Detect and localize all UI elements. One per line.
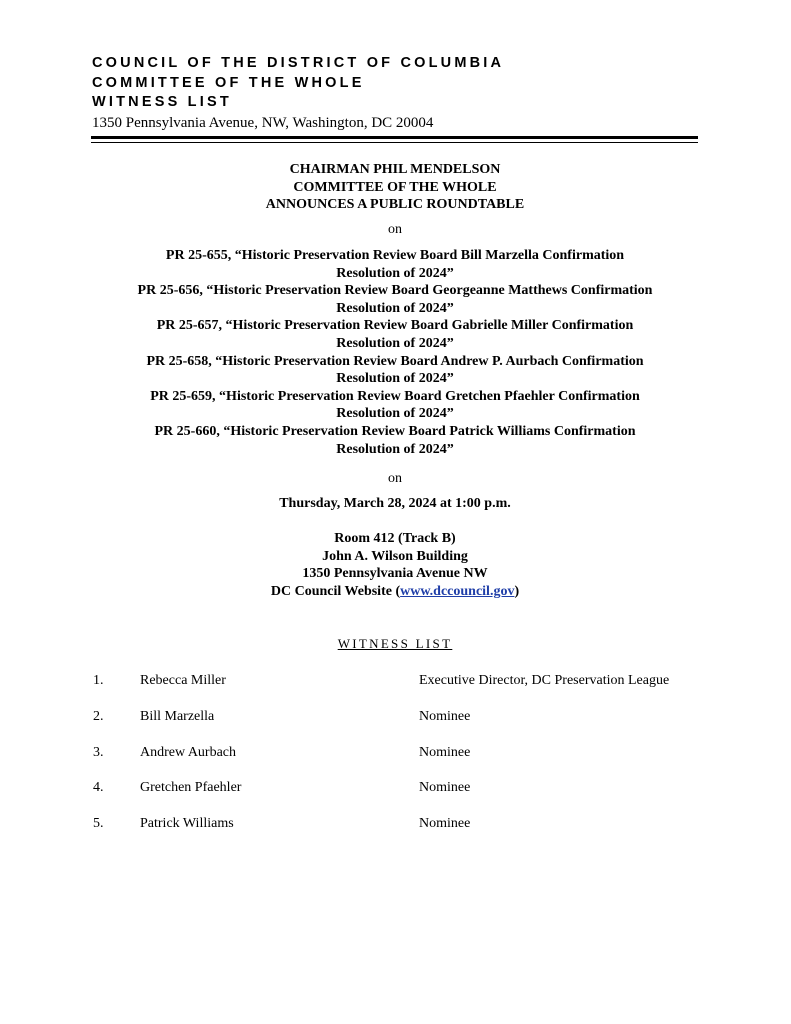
witness-name: Rebecca Miller	[140, 673, 226, 688]
hearing-datetime: Thursday, March 28, 2024 at 1:00 p.m.	[279, 496, 511, 511]
council-name: COUNCIL OF THE DISTRICT OF COLUMBIA	[92, 55, 505, 71]
witness-name: Bill Marzella	[140, 709, 215, 724]
witness-number: 2.	[93, 709, 104, 724]
resolution-item	[95, 317, 695, 352]
resolution-subtitle: Resolution of 2024”	[336, 406, 454, 422]
header-rule-thick	[91, 136, 698, 139]
committee-name: COMMITTEE OF THE WHOLE	[92, 74, 365, 91]
on-label: on	[388, 222, 402, 237]
witness-number: 3.	[93, 745, 104, 760]
resolution-title: PR 25-656, “Historic Preservation Review Board Georgeanne Matthews Confirmation	[137, 283, 653, 299]
witness-row	[0, 778, 791, 798]
resolution-item	[95, 388, 695, 423]
resolution-subtitle: Resolution of 2024”	[336, 441, 454, 457]
witness-list-title: WITNESS LIST	[337, 636, 453, 651]
witness-name: Andrew Aurbach	[140, 745, 237, 760]
website-prefix: DC Council Website (	[270, 583, 401, 599]
council-address: 1350 Pennsylvania Avenue, NW, Washington, DC 20004	[92, 114, 434, 131]
witness-name: Patrick Williams	[140, 816, 234, 831]
announcement-block	[95, 161, 695, 214]
resolution-subtitle: Resolution of 2024”	[336, 335, 454, 351]
on-label-2: on	[388, 471, 402, 486]
resolution-subtitle: Resolution of 2024”	[336, 300, 454, 316]
witness-row	[0, 743, 791, 763]
resolution-item	[95, 282, 695, 317]
witness-number: 4.	[93, 780, 104, 795]
witness-row	[0, 707, 791, 727]
resolutions-list	[95, 247, 695, 458]
witness-role: Nominee	[419, 745, 471, 760]
resolution-title: PR 25-659, “Historic Preservation Review Board Gretchen Pfaehler Confirmation	[150, 388, 640, 404]
website-link[interactable]: www.dccouncil.gov	[400, 583, 515, 599]
resolution-item	[95, 247, 695, 282]
chairman-line: CHAIRMAN PHIL MENDELSON	[289, 162, 501, 177]
document-type: WITNESS LIST	[92, 94, 232, 110]
header-rule-thin	[91, 142, 698, 143]
resolution-item	[95, 423, 695, 458]
street-address: 1350 Pennsylvania Avenue NW	[302, 566, 488, 582]
location-block	[95, 530, 695, 600]
document-header	[92, 54, 702, 133]
witness-row	[0, 814, 791, 834]
website-line	[95, 583, 695, 601]
witness-role: Nominee	[419, 816, 471, 831]
resolution-item	[95, 353, 695, 388]
witness-number: 1.	[93, 673, 104, 688]
resolution-subtitle: Resolution of 2024”	[336, 371, 454, 387]
resolution-subtitle: Resolution of 2024”	[336, 265, 454, 281]
resolution-title: PR 25-657, “Historic Preservation Review Board Gabrielle Miller Confirmation	[156, 318, 634, 334]
resolution-title: PR 25-658, “Historic Preservation Review Board Andrew P. Aurbach Confirmation	[146, 353, 644, 369]
roundtable-line: ANNOUNCES A PUBLIC ROUNDTABLE	[265, 197, 525, 213]
resolution-title: PR 25-655, “Historic Preservation Review Board Bill Marzella Confirmation	[165, 248, 625, 263]
website-suffix: )	[514, 583, 520, 599]
building: John A. Wilson Building	[322, 548, 468, 564]
witness-role: Executive Director, DC Preservation League	[419, 673, 670, 688]
room: Room 412 (Track B)	[334, 531, 456, 546]
witness-name: Gretchen Pfaehler	[140, 780, 242, 795]
witness-number: 5.	[93, 816, 104, 831]
committee-line: COMMITTEE OF THE WHOLE	[293, 179, 497, 195]
resolution-title: PR 25-660, “Historic Preservation Review Board Patrick Williams Confirmation	[154, 423, 636, 439]
witness-row	[0, 671, 791, 691]
witness-role: Nominee	[419, 780, 471, 795]
witness-role: Nominee	[419, 709, 471, 724]
